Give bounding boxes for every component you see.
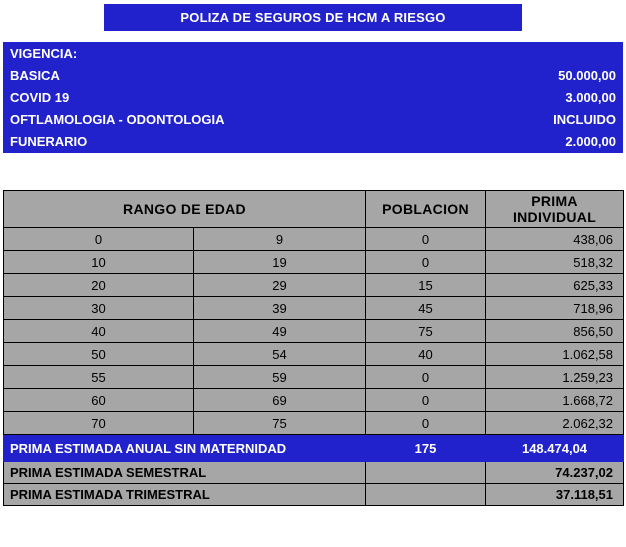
cell-edad-desde: 30: [4, 297, 194, 320]
cell-edad-hasta: 19: [194, 251, 366, 274]
cell-poblacion: 15: [366, 274, 486, 297]
info-row: [4, 65, 623, 87]
cell-edad-desde: 20: [4, 274, 194, 297]
total-value-anual: 148.474,04: [486, 435, 624, 462]
header-poblacion: POBLACION: [366, 191, 486, 228]
info-row: [4, 87, 623, 109]
table-header-row: [4, 191, 624, 228]
header-prima-individual: [486, 191, 624, 228]
info-value-oftalmologia: INCLUIDO: [440, 109, 623, 131]
cell-edad-desde: 70: [4, 412, 194, 435]
table-row: [4, 274, 624, 297]
total-label-anual: PRIMA ESTIMADA ANUAL SIN MATERNIDAD: [4, 435, 366, 462]
cell-prima: 1.668,72: [486, 389, 624, 412]
total-row-trimestral: [4, 484, 624, 506]
info-label-basica: BASICA: [4, 65, 440, 87]
cell-prima: 438,06: [486, 228, 624, 251]
page-title: POLIZA DE SEGUROS DE HCM A RIESGO: [104, 4, 522, 31]
cell-edad-desde: 50: [4, 343, 194, 366]
total-label-trimestral: PRIMA ESTIMADA TRIMESTRAL: [4, 484, 366, 506]
table-row: [4, 343, 624, 366]
info-row: [4, 131, 623, 153]
cell-poblacion: 0: [366, 412, 486, 435]
cell-prima: 718,96: [486, 297, 624, 320]
table-row: [4, 389, 624, 412]
cell-prima: 1.062,58: [486, 343, 624, 366]
table-row: [4, 320, 624, 343]
table-row: [4, 297, 624, 320]
age-range-table: [3, 190, 624, 506]
cell-prima: 2.062,32: [486, 412, 624, 435]
cell-edad-hasta: 59: [194, 366, 366, 389]
cell-edad-hasta: 69: [194, 389, 366, 412]
info-label-funerario: FUNERARIO: [4, 131, 440, 153]
cell-edad-hasta: 29: [194, 274, 366, 297]
table-row: [4, 366, 624, 389]
cell-edad-desde: 0: [4, 228, 194, 251]
header-prima-line1: PRIMA: [531, 193, 578, 209]
cell-edad-hasta: 39: [194, 297, 366, 320]
policy-summary-block: [3, 42, 623, 153]
info-row: [4, 43, 623, 65]
info-label-vigencia: VIGENCIA:: [4, 43, 440, 65]
cell-prima: 856,50: [486, 320, 624, 343]
cell-edad-hasta: 75: [194, 412, 366, 435]
info-row: [4, 109, 623, 131]
cell-poblacion: 0: [366, 389, 486, 412]
info-value-funerario: 2.000,00: [440, 131, 623, 153]
table-row: [4, 251, 624, 274]
cell-prima: 1.259,23: [486, 366, 624, 389]
table-row: [4, 412, 624, 435]
info-value-vigencia: [440, 43, 623, 65]
cell-poblacion: 0: [366, 366, 486, 389]
cell-prima: 518,32: [486, 251, 624, 274]
total-row-anual: [4, 435, 624, 462]
cell-edad-desde: 10: [4, 251, 194, 274]
total-poblacion-trimestral-blank: [366, 484, 486, 506]
info-label-covid: COVID 19: [4, 87, 440, 109]
cell-edad-hasta: 49: [194, 320, 366, 343]
cell-edad-desde: 60: [4, 389, 194, 412]
info-value-covid: 3.000,00: [440, 87, 623, 109]
cell-poblacion: 0: [366, 228, 486, 251]
total-poblacion-semestral-blank: [366, 462, 486, 484]
table-row: [4, 228, 624, 251]
total-value-semestral: 74.237,02: [486, 462, 624, 484]
header-rango-de-edad: RANGO DE EDAD: [4, 191, 366, 228]
total-value-trimestral: 37.118,51: [486, 484, 624, 506]
info-value-basica: 50.000,00: [440, 65, 623, 87]
cell-edad-desde: 40: [4, 320, 194, 343]
cell-edad-hasta: 9: [194, 228, 366, 251]
cell-poblacion: 0: [366, 251, 486, 274]
total-label-semestral: PRIMA ESTIMADA SEMESTRAL: [4, 462, 366, 484]
info-label-oftalmologia: OFTLAMOLOGIA - ODONTOLOGIA: [4, 109, 440, 131]
cell-poblacion: 45: [366, 297, 486, 320]
total-row-semestral: [4, 462, 624, 484]
cell-edad-desde: 55: [4, 366, 194, 389]
cell-prima: 625,33: [486, 274, 624, 297]
cell-poblacion: 40: [366, 343, 486, 366]
header-prima-line2: INDIVIDUAL: [512, 209, 597, 225]
cell-edad-hasta: 54: [194, 343, 366, 366]
total-poblacion-anual: 175: [366, 435, 486, 462]
cell-poblacion: 75: [366, 320, 486, 343]
